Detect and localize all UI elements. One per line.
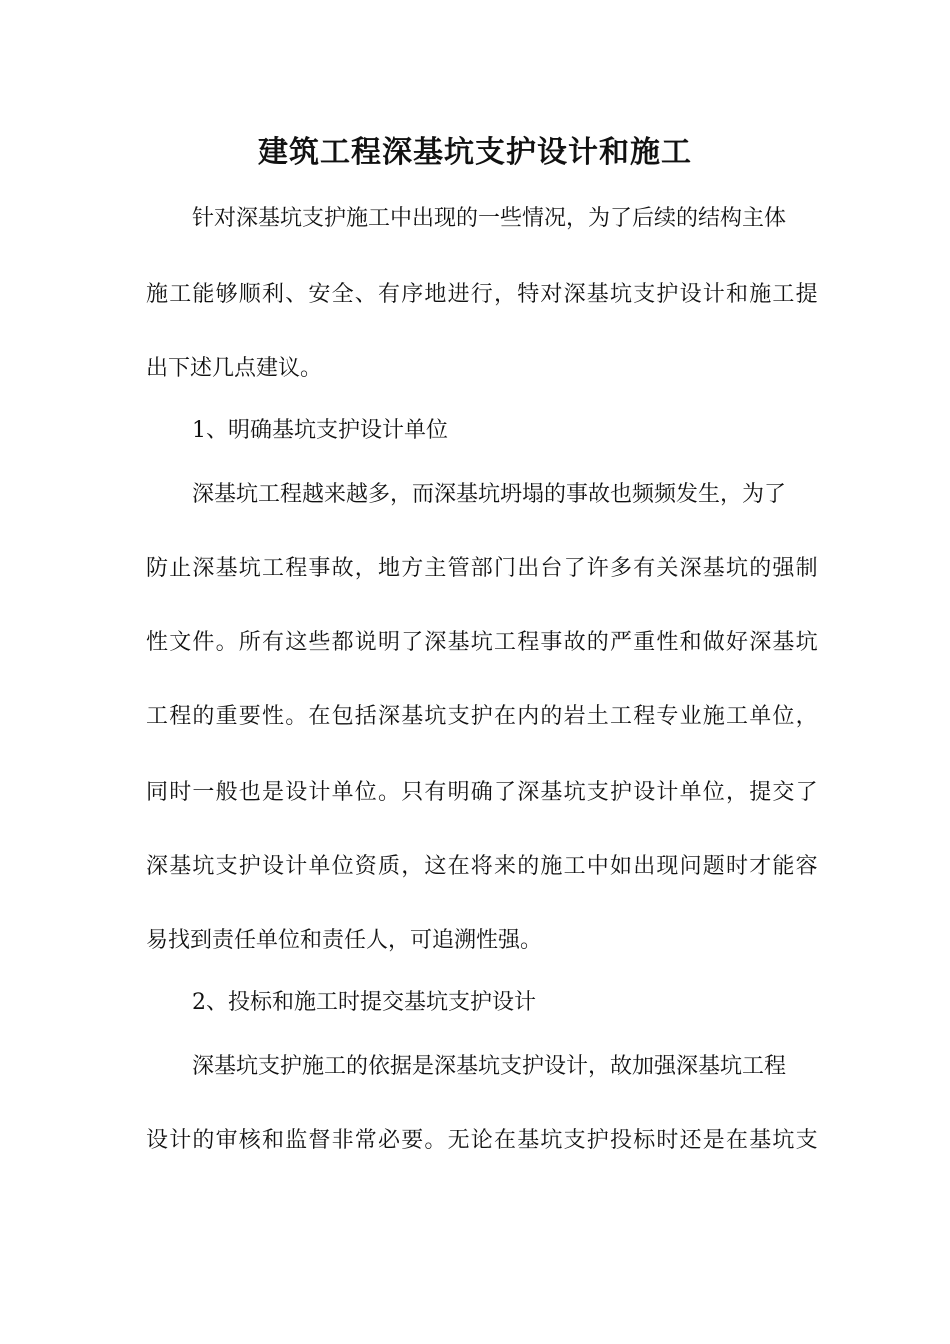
document-title: 建筑工程深基坑支护设计和施工: [258, 135, 692, 170]
paragraph-2-line-2: 设计的审核和监督非常必要。无论在基坑支护投标时还是在基坑支: [146, 1128, 819, 1153]
paragraph-intro-line-3: 出下述几点建议。: [146, 356, 323, 381]
paragraph-1-line-7: 易找到责任单位和责任人，可追溯性强。: [146, 928, 543, 953]
paragraph-1-line-2: 防止深基坑工程事故，地方主管部门出台了许多有关深基坑的强制: [146, 556, 819, 581]
paragraph-1-line-1: 深基坑工程越来越多，而深基坑坍塌的事故也频频发生，为了: [192, 482, 787, 507]
paragraph-1-line-4: 工程的重要性。在包括深基坑支护在内的岩土工程专业施工单位，: [146, 704, 819, 729]
paragraph-intro-line-1: 针对深基坑支护施工中出现的一些情况，为了后续的结构主体: [192, 206, 787, 231]
section-heading-1: 1、明确基坑支护设计单位: [192, 418, 448, 443]
section-heading-2: 2、投标和施工时提交基坑支护设计: [192, 990, 536, 1015]
paragraph-1-line-6: 深基坑支护设计单位资质，这在将来的施工中如出现问题时才能容: [146, 854, 819, 879]
paragraph-intro-line-2: 施工能够顺利、安全、有序地进行，特对深基坑支护设计和施工提: [146, 282, 819, 307]
paragraph-1-line-3: 性文件。所有这些都说明了深基坑工程事故的严重性和做好深基坑: [146, 630, 819, 655]
paragraph-1-line-5: 同时一般也是设计单位。只有明确了深基坑支护设计单位，提交了: [146, 780, 819, 805]
paragraph-2-line-1: 深基坑支护施工的依据是深基坑支护设计，故加强深基坑工程: [192, 1054, 787, 1079]
